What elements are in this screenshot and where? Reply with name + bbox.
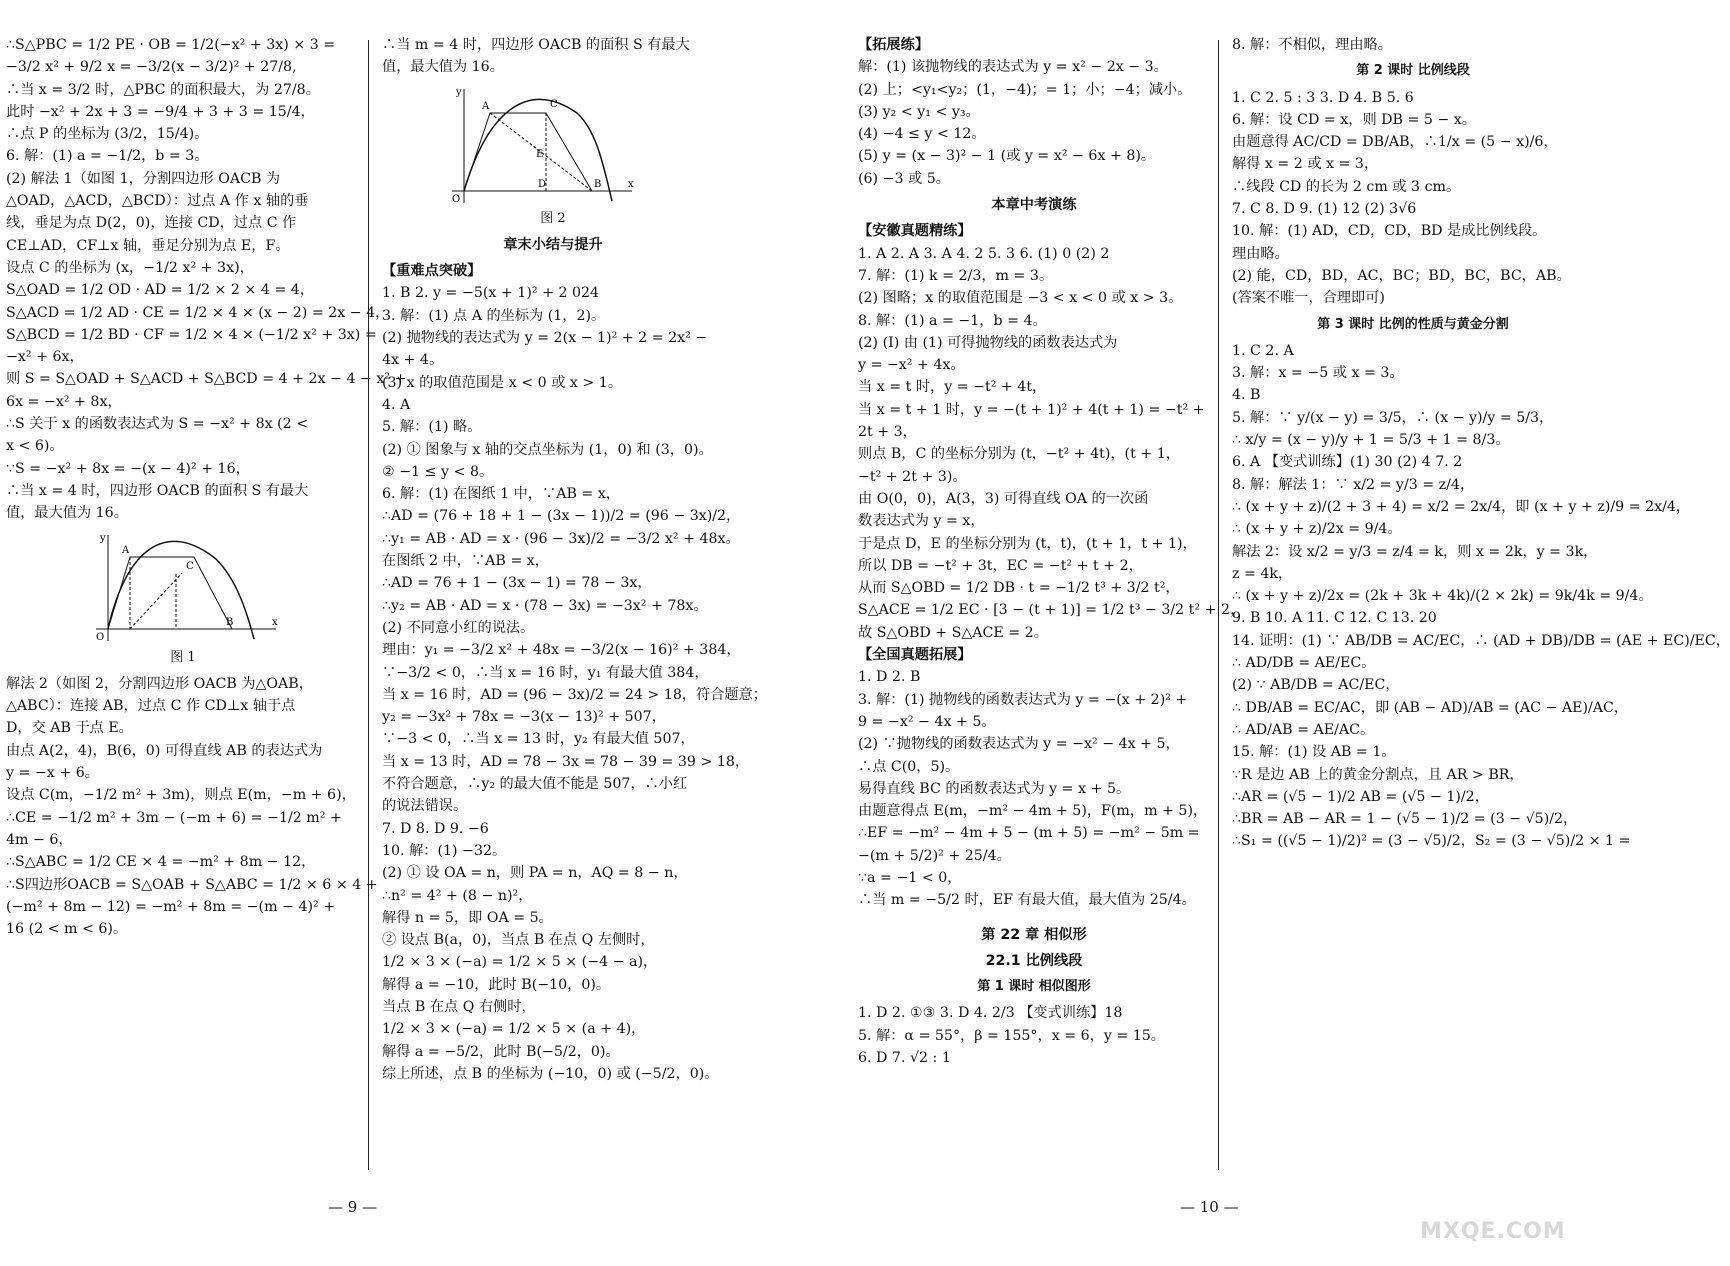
text-line: ∴S 关于 x 的函数表达式为 S = −x² + 8x (2 < (6, 416, 309, 433)
column-3 (858, 34, 1245, 1069)
svg-text:A: A (122, 544, 130, 556)
text-line: ∴AD = 76 + 1 − (3x − 1) = 78 − 3x， (382, 575, 652, 592)
text-line: 1. C 2. 5 : 3 3. D 4. B 5. 6 (1232, 89, 1414, 106)
svg-text:y: y (100, 532, 106, 544)
text-line: 7. C 8. D 9. (1) 12 (2) 3√6 (1232, 201, 1417, 218)
text-line: 4. A (382, 396, 411, 413)
text-line: 1. D 2. B (858, 669, 921, 686)
text-line: y = −x + 6。 (6, 765, 99, 782)
text-line: (2) ∵抛物线的函数表达式为 y = −x² − 4x + 5， (858, 736, 1180, 753)
text-line: 理由略。 (1232, 245, 1289, 262)
text-line: 4m − 6， (6, 831, 73, 848)
text-line: 5. 解：(1) 略。 (382, 419, 482, 436)
watermark (1420, 1184, 1570, 1244)
text-line: 8. 解：解法 1：∵ x/2 = y/3 = z/4， (1232, 476, 1475, 493)
text-line: 5. 解：∵ y/(x − y) = 3/5，∴ (x − y)/y = 5/3， (1232, 409, 1554, 426)
figure-1 (6, 529, 360, 669)
text-line: (2) 上；<y₁<y₂；(1，−4)；= 1；小；−4；减小。 (858, 81, 1192, 98)
svg-text:B: B (226, 616, 234, 628)
text-line: 值，最大值为 16。 (382, 59, 504, 76)
parabola-figure-2 (442, 83, 642, 208)
text-line: 15. 解：(1) 设 AB = 1。 (1232, 744, 1396, 761)
text-line: 10. 解：(1) AD，CD，CD，BD 是成比例线段。 (1232, 223, 1547, 240)
text-line: 从而 S△OBD = 1/2 DB · t = −1/2 t³ + 3/2 t²， (858, 580, 1180, 597)
text-line: 设点 C 的坐标为 (x，−1/2 x² + 3x)， (6, 259, 254, 276)
svg-text:E: E (536, 148, 544, 160)
text-line: 解得 x = 2 或 x = 3， (1232, 156, 1379, 173)
text-line: 线，垂足为点 D(2，0)，连接 CD，过点 C 作 (6, 215, 297, 232)
figure-caption: 图 1 (170, 649, 196, 665)
text-line: ∴ x/y = (x − y)/y + 1 = 5/3 + 1 = 8/3。 (1232, 432, 1510, 449)
text-line: (3) x 的取值范围是 x < 0 或 x > 1。 (382, 374, 623, 391)
page-number-right: — 10 — (1180, 1198, 1239, 1216)
text-line: 7. 解：(1) k = 2/3，m = 3。 (858, 267, 1054, 284)
text-line: ∴ DB/AB = EC/AC，即 (AB − AD)/AB = (AC − AE)/AC， (1232, 699, 1629, 716)
text-line: 1/2 × 3 × (−a) = 1/2 × 5 × (a + 4)， (382, 1021, 646, 1038)
text-line: (2) 图略；x 的取值范围是 −3 < x < 0 或 x > 3。 (858, 290, 1183, 307)
text-line: 8. 解：(1) a = −1，b = 4。 (858, 312, 1047, 329)
text-line: (−m² + 8m − 12) = −m² + 8m = −(m − 4)² + (6, 898, 336, 915)
text-line: x < 6)。 (6, 438, 64, 455)
svg-text:x: x (272, 616, 278, 628)
sub-heading: 【安徽真题精练】 (858, 223, 972, 240)
text-line: ∵R 是边 AB 上的黄金分割点，且 AR > BR， (1232, 766, 1524, 783)
text-line: 当 x = t + 1 时，y = −(t + 1)² + 4(t + 1) = −t² + (858, 401, 1205, 418)
svg-text:C: C (186, 560, 194, 572)
section-title: 章末小结与提升 (503, 236, 603, 253)
sub-heading: 【全国真题拓展】 (858, 647, 972, 664)
text-line: 解法 2：设 x/2 = y/3 = z/4 = k，则 x = 2k，y = 3k， (1232, 543, 1598, 560)
figure-2 (382, 83, 724, 230)
text-line: 解：(1) 该抛物线的表达式为 y = x² − 2x − 3。 (858, 59, 1168, 76)
text-line: ∴ AD/DB = AE/EC。 (1232, 655, 1376, 672)
svg-text:x: x (628, 178, 634, 190)
text-line: −(m + 5/2)² + 25/4。 (858, 847, 1011, 864)
figure-caption: 图 2 (540, 210, 566, 226)
text-line: ∴BR = AB − AR = 1 − (√5 − 1)/2 = (3 − √5)/2， (1232, 811, 1578, 828)
text-line: (6) −3 或 5。 (858, 170, 950, 187)
text-line: z = 4k， (1232, 565, 1293, 582)
text-line: 于是点 D，E 的坐标分别为 (t，t)，(t + 1，t + 1)， (858, 535, 1197, 552)
text-line: (2) 能，CD，BD，AC，BC；BD，BC，BC，AB。 (1232, 267, 1571, 284)
text-line: 由题意得点 E(m，−m² − 4m + 5)，F(m，m + 5)， (858, 803, 1208, 820)
text-line: 易得直线 BC 的函数表达式为 y = x + 5。 (858, 780, 1131, 797)
text-line: ∴当 m = −5/2 时，EF 有最大值，最大值为 25/4。 (858, 892, 1196, 909)
text-line: 当点 B 在点 Q 右侧时， (382, 998, 536, 1015)
text-line: (2) (Ⅰ) 由 (1) 可得抛物线的函数表达式为 (858, 334, 1118, 351)
text-line: ∴S△PBC = 1/2 PE · OB = 1/2(−x² + 3x) × 3 = (6, 37, 336, 53)
text-line: (2) ① 图象与 x 轴的交点坐标为 (1，0) 和 (3，0)。 (382, 441, 713, 458)
text-line: 设点 C(m，−1/2 m² + 3m)，则点 E(m，−m + 6)， (6, 787, 356, 804)
class-title: 第 1 课时 相似图形 (977, 979, 1091, 995)
text-line: ∴ AD/AB = AE/AC。 (1232, 721, 1375, 738)
text-line: ∴y₁ = AB · AD = x · (96 − 3x)/2 = −3/2 x² + 48x。 (382, 530, 740, 547)
text-line: 3. 解：(1) 抛物线的函数表达式为 y = −(x + 2)² + (858, 691, 1188, 708)
text-line: 当 x = t 时，y = −t² + 4t， (858, 379, 1047, 396)
text-line: 值，最大值为 16。 (6, 505, 128, 522)
text-line: (2) 抛物线的表达式为 y = 2(x − 1)² + 2 = 2x² − (382, 330, 708, 347)
text-line: (4) −4 ≤ y < 12。 (858, 126, 986, 143)
text-line: 不符合题意，∴y₂ 的最大值不能是 507，∴小红 (382, 776, 688, 793)
text-line: ∴当 x = 3/2 时，△PBC 的面积最大，为 27/8。 (6, 81, 320, 98)
text-line: 解得 a = −5/2，此时 B(−5/2，0)。 (382, 1043, 620, 1060)
text-line: 此时 −x² + 2x + 3 = −9/4 + 3 + 3 = 15/4， (6, 103, 315, 120)
section-title: 本章中考演练 (991, 197, 1077, 214)
text-line: −3/2 x² + 9/2 x = −3/2(x − 3/2)² + 27/8, (6, 59, 297, 76)
column-4 (1232, 34, 1730, 853)
parabola-figure-1 (86, 529, 286, 647)
text-line: 7. D 8. D 9. −6 (382, 820, 489, 837)
svg-text:O: O (96, 631, 105, 643)
text-line: ∵S = −x² + 8x = −(x − 4)² + 16， (6, 460, 250, 477)
svg-text:D: D (538, 178, 547, 190)
text-line: ∴ (x + y + z)/2x = 9/4。 (1232, 521, 1402, 538)
text-line: 6x = −x² + 8x， (6, 393, 122, 410)
text-line: 6. A 【变式训练】(1) 30 (2) 4 7. 2 (1232, 454, 1463, 471)
text-line: ∴AR = (√5 − 1)/2 AB = (√5 − 1)/2， (1232, 788, 1489, 805)
text-line: (2) ∵ AB/DB = AC/EC， (1232, 677, 1400, 694)
text-line: ∴S₁ = ((√5 − 1)/2)² = (3 − √5)/2，S₂ = (3 − √5)/2 × 1 = (1232, 833, 1631, 850)
text-line: 解法 2（如图 2，分割四边形 OACB 为△OAB， (6, 675, 313, 692)
text-line: 4. B (1232, 387, 1261, 404)
col1-bottom-block (6, 673, 378, 941)
text-line: 9. B 10. A 11. C 12. C 13. 20 (1232, 610, 1437, 627)
text-line: 6. 解：(1) 在图纸 1 中，∵AB = x， (382, 486, 620, 503)
text-line: (答案不唯一，合理即可) (1232, 290, 1385, 307)
text-line: 9 = −x² − 4x + 5。 (858, 713, 996, 730)
svg-text:O: O (452, 193, 461, 205)
text-line: 由 O(0，0)，A(3，3) 可得直线 OA 的一次函 (858, 490, 1149, 507)
text-line: ∵a = −1 < 0， (858, 869, 962, 886)
text-line: ∴n² = 4² + (8 − n)²， (382, 887, 533, 904)
svg-text:C: C (550, 98, 558, 110)
text-line: 8. 解：不相似，理由略。 (1232, 37, 1392, 53)
text-line: 当 x = 16 时，AD = (96 − 3x)/2 = 24 > 18，符合题意； (382, 686, 767, 703)
text-line: ∴S四边形OACB = S△OAB + S△ABC = 1/2 × 6 × 4 + (6, 876, 378, 893)
text-line: 由题意得 AC/CD = DB/AB，∴1/x = (5 − x)/6， (1232, 134, 1558, 151)
text-line: 在图纸 2 中，∵AB = x， (382, 553, 549, 570)
text-line: S△ACD = 1/2 AD · CE = 1/2 × 4 × (x − 2) = 2x − 4， (6, 304, 390, 321)
text-line: y₂ = −3x² + 78x = −3(x − 13)² + 507， (382, 709, 666, 726)
lesson-title: 22.1 比例线段 (985, 952, 1083, 969)
text-line: 1. C 2. A (1232, 342, 1294, 359)
text-line: △OAD，△ACD，△BCD）：过点 A 作 x 轴的垂 (6, 193, 309, 210)
text-line: 5. 解：α = 55°，β = 155°，x = 6，y = 15。 (858, 1027, 1165, 1044)
text-line: 解得 a = −10，此时 B(−10，0)。 (382, 976, 611, 993)
text-line: 故 S△OBD + S△ACE = 2。 (858, 624, 1048, 641)
text-line: ∴S△ABC = 1/2 CE × 4 = −m² + 8m − 12， (6, 854, 316, 871)
text-line: ∴点 C(0，5)。 (858, 758, 960, 775)
text-line: D，交 AB 于点 E。 (6, 720, 133, 737)
text-line: ∴EF = −m² − 4m + 5 − (m + 5) = −m² − 5m = (858, 825, 1200, 842)
text-line: y = −x² + 4x。 (858, 357, 965, 374)
text-line: −t² + 2t + 3)。 (858, 468, 967, 485)
text-line: 6. D 7. √2 : 1 (858, 1050, 951, 1067)
text-line: ∴当 x = 4 时，四边形 OACB 的面积 S 有最大 (6, 482, 309, 499)
text-line: 1/2 × 3 × (−a) = 1/2 × 5 × (−4 − a)， (382, 954, 658, 971)
text-line: 由点 A(2，4)，B(6，0) 可得直线 AB 的表达式为 (6, 742, 323, 759)
text-line: −x² + 6x， (6, 349, 84, 366)
text-line: S△BCD = 1/2 BD · CF = 1/2 × 4 × (−1/2 x² + 3x) = (6, 326, 377, 343)
text-line: 数表达式为 y = x， (858, 513, 985, 530)
text-line: ② −1 ≤ y < 8。 (382, 463, 494, 480)
text-line: 综上所述，点 B 的坐标为 (−10，0) 或 (−5/2，0)。 (382, 1065, 719, 1082)
text-line: 1. B 2. y = −5(x + 1)² + 2 024 (382, 285, 600, 302)
column-divider (368, 40, 369, 1170)
sub-heading: 【拓展练】 (858, 37, 929, 53)
text-line: 10. 解：(1) −32。 (382, 842, 507, 859)
column-divider (1218, 40, 1219, 1170)
text-line: S△OAD = 1/2 OD · AD = 1/2 × 2 × 4 = 4， (6, 282, 315, 299)
text-line: △ABC）：连接 AB，过点 C 作 CD⊥x 轴于点 (6, 698, 296, 715)
text-line: (3) y₂ < y₁ < y₃。 (858, 103, 980, 120)
text-line: 所以 DB = −t² + 3t，EC = −t² + t + 2， (858, 557, 1143, 574)
text-line: (2) 解法 1（如图 1，分割四边形 OACB 为 (6, 170, 281, 187)
text-line: ∴线段 CD 的长为 2 cm 或 3 cm。 (1232, 178, 1461, 195)
text-line: 理由：y₁ = −3/2 x² + 48x = −3/2(x − 16)² + 384， (382, 642, 741, 659)
text-line: ∴AD = (76 + 18 + 1 − (3x − 1))/2 = (96 − 3x)/2， (382, 508, 741, 525)
text-line: 的说法错误。 (382, 798, 468, 815)
text-line: 4x + 4。 (382, 352, 444, 369)
text-line: 1. A 2. A 3. A 4. 2 5. 3 6. (1) 0 (2) 2 (858, 245, 1110, 262)
text-line: S△ACE = 1/2 EC · [3 − (t + 1)] = 1/2 t³ − 3/2 t² + 2， (858, 602, 1245, 619)
text-line: (2) ① 设 OA = n，则 PA = n，AQ = 8 − n， (382, 865, 688, 882)
class-title: 第 3 课时 比例的性质与黄金分割 (1317, 316, 1509, 332)
text-line: 则点 B，C 的坐标分别为 (t，−t² + 4t)，(t + 1， (858, 446, 1180, 463)
text-line: ∴当 m = 4 时，四边形 OACB 的面积 S 有最大 (382, 37, 690, 53)
watermark-text: MXQE.COM (1420, 1219, 1566, 1244)
text-line: 1. D 2. ①③ 3. D 4. 2/3 【变式训练】18 (858, 1005, 1123, 1022)
sub-heading: 【重难点突破】 (382, 263, 482, 280)
text-line: 当 x = 13 时，AD = 78 − 3x = 78 − 39 = 39 > 18， (382, 753, 750, 770)
text-line: 6. 解：(1) a = −1/2，b = 3。 (6, 148, 209, 165)
text-line: ∴ (x + y + z)/(2 + 3 + 4) = x/2 = 2x/4，即 (x + y + z)/9 = 2x/4， (1232, 498, 1691, 515)
text-line: CE⊥AD，CF⊥x 轴，垂足分别为点 E，F。 (6, 237, 290, 254)
text-line: 解得 n = 5，即 OA = 5。 (382, 909, 553, 926)
column-2 (382, 34, 767, 1085)
text-line: (2) 不同意小红的说法。 (382, 619, 535, 636)
text-line: (5) y = (x − 3)² − 1 (或 y = x² − 6x + 8)。 (858, 148, 1156, 165)
text-line: ∴y₂ = AB · AD = x · (78 − 3x) = −3x² + 78x。 (382, 597, 708, 614)
text-line: ∵−3/2 < 0，∴当 x = 16 时，y₁ 有最大值 384， (382, 664, 709, 681)
svg-text:A: A (482, 100, 490, 112)
chapter-title: 第 22 章 相似形 (981, 926, 1087, 943)
text-line: 6. 解：设 CD = x，则 DB = 5 − x。 (1232, 111, 1476, 128)
text-line: 2t + 3， (858, 424, 917, 441)
text-line: ∴CE = −1/2 m² + 3m − (−m + 6) = −1/2 m² + (6, 809, 342, 826)
text-line: 3. 解：(1) 点 A 的坐标为 (1，2)。 (382, 307, 606, 324)
svg-text:y: y (456, 86, 462, 98)
text-line: 3. 解：x = −5 或 x = 3。 (1232, 365, 1404, 382)
text-line: ∴ (x + y + z)/2x = (2k + 3k + 4k)/(2 × 2k) = 9k/4k = 9/4。 (1232, 588, 1653, 605)
text-line: ∴点 P 的坐标为 (3/2，15/4)。 (6, 126, 209, 143)
page-number-left: — 9 — (328, 1198, 378, 1216)
text-line: 14. 证明：(1) ∵ AB/DB = AC/EC，∴ (AD + DB)/DB = (AE + EC)/EC， (1232, 632, 1730, 649)
class-title: 第 2 课时 比例线段 (1356, 63, 1470, 79)
text-line: 则 S = S△OAD + S△ACD + S△BCD = 4 + 2x − 4 − x² + (6, 371, 407, 388)
text-line: 16 (2 < m < 6)。 (6, 921, 128, 938)
svg-text:B: B (594, 178, 602, 190)
text-line: ② 设点 B(a，0)，当点 B 在点 Q 左侧时， (382, 932, 655, 949)
text-line: ∵−3 < 0，∴当 x = 13 时，y₂ 有最大值 507， (382, 731, 695, 748)
